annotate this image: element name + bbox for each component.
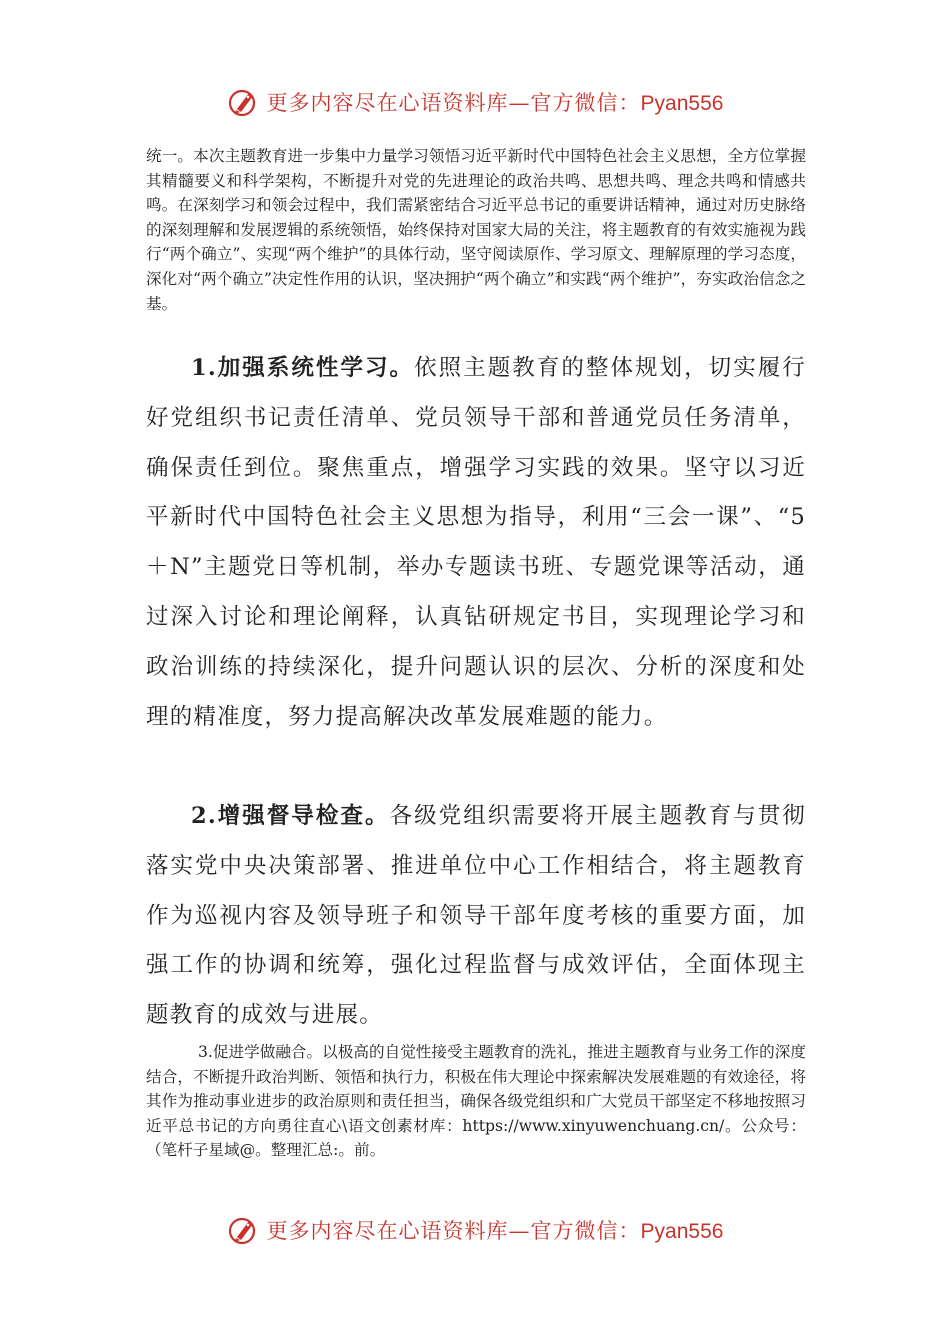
header-banner [0,82,950,122]
section-1-paragraph [146,344,806,742]
closing-paragraph [146,1040,806,1163]
closing-paragraph-text: 3.促进学做融合。以极高的自觉性接受主题教育的洗礼，推进主题教育与业务工作的深度结合，不断提升政治判断、领悟和执行力，积极在伟大理论中探索解决发展难题的有效途径，将其作为推动事业进步的政治原则和责任担当，确保各级党组织和广大党员干部坚定不移地按照习近平总书记的方向勇往直心\语文创素材库：https://www.xinyuwenchuang.cn/。公众号：（笔杆子星域@。整理汇总:。前。 [146,1043,806,1160]
pen-nib-circle-icon [227,1213,261,1247]
banner-handle: Pyan556 [640,1220,724,1243]
footer-banner [0,1210,950,1250]
banner-text: 更多内容尽在心语资料库—官方微信：Pyan556 [266,1219,724,1243]
section-1-heading: 1.加强系统性学习。 [191,355,415,381]
section-2-body: 各级党组织需要将开展主题教育与贯彻落实党中央决策部署、推进单位中心工作相结合，将主题教育作为巡视内容及领导班子和领导干部年度考核的重要方面，加强工作的协调和统筹，强化过程监督与成效评估，全面体现主题教育的成效与进展。 [146,803,806,1029]
banner-handle: Pyan556 [640,92,724,115]
section-2-heading: 2.增强督导检查。 [191,803,390,829]
intro-paragraph: 统一。本次主题教育进一步集中力量学习领悟习近平新时代中国特色社会主义思想，全方位掌握其精髓要义和科学架构，不断提升对党的先进理论的政治共鸣、思想共鸣、理念共鸣和情感共鸣。在深刻学习和领会过程中，我们需紧密结合习近平总书记的重要讲话精神，通过对历史脉络的深刻理解和发展逻辑的系统领悟，始终保持对国家大局的关注，将主题教育的有效实施视为践行“两个确立”、实现“两个维护”的具体行动，坚守阅读原作、学习原文、理解原理的学习态度，深化对“两个确立”决定性作用的认识，坚决拥护“两个确立”和实践“两个维护”，夯实政治信念之基。 [146,147,806,313]
section-2-paragraph [146,792,806,1041]
banner-text: 更多内容尽在心语资料库—官方微信：Pyan556 [266,91,724,115]
pen-nib-circle-icon [227,85,261,119]
section-1-body: 依照主题教育的整体规划，切实履行好党组织书记责任清单、党员领导干部和普通党员任务清单，确保责任到位。聚焦重点，增强学习实践的效果。坚守以习近平新时代中国特色社会主义思想为指导，利用“三会一课”、“5＋N”主题党日等机制，举办专题读书班、专题党课等活动，通过深入讨论和理论阐释，认真钻研规定书目，实现理论学习和政治训练的持续深化，提升问题认识的层次、分析的深度和处理的精准度，努力提高解决改革发展难题的能力。 [146,355,806,730]
